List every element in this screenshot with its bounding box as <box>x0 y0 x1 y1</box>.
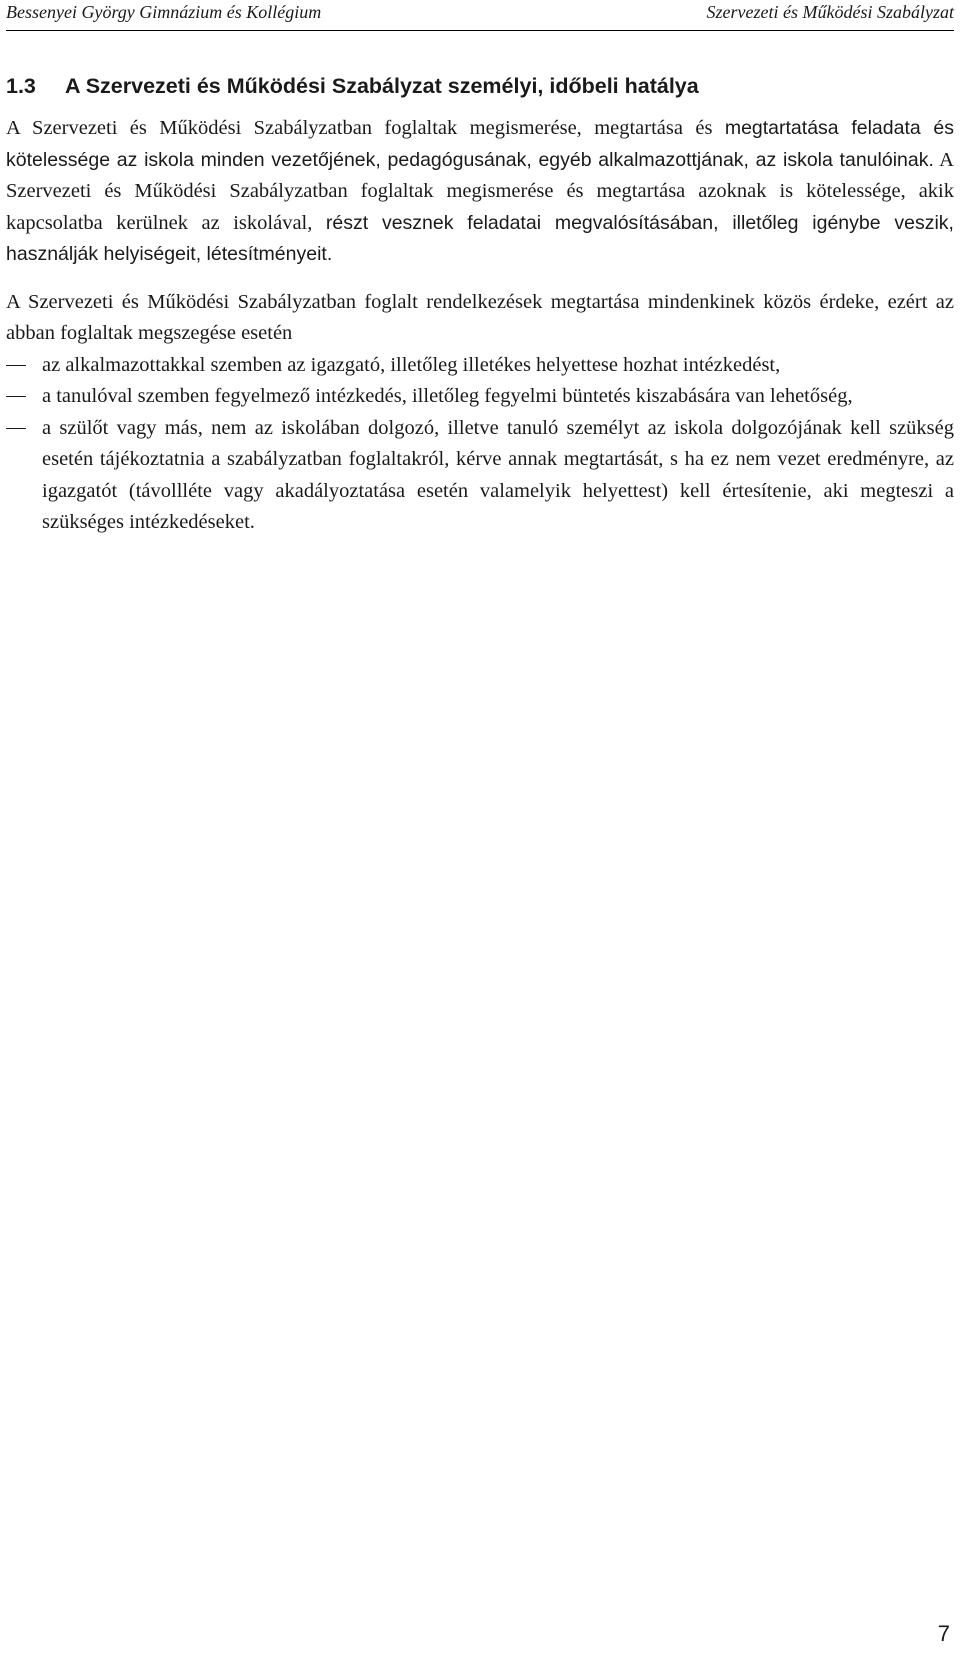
paragraph-scope-part4: részt vesznek feladatai megvalósításában, illetőleg igénybe veszik, használják helyiségeit, létesítményeit. <box>6 211 954 265</box>
document-body <box>6 72 954 539</box>
list-item <box>6 350 954 382</box>
list-item <box>6 381 954 413</box>
page-header <box>6 0 954 32</box>
consequence-list <box>6 350 954 539</box>
list-item-text: a szülőt vagy más, nem az iskolában dolgozó, illetve tanuló személyt az iskola dolgozójának kell szükség esetén tájékoztatnia a szabályzatban foglaltakról, kérve annak megtartását, s ha ez nem vezet eredményre, az igazgatót (távollléte vagy akadályoztatása esetén valamelyik helyettest) kell értesítenie, aki megteszi a szükséges intézkedéseket. <box>42 416 954 533</box>
list-item-text: a tanulóval szemben fegyelmező intézkedés, illetőleg fegyelmi büntetés kiszabására van lehetőség, <box>42 385 853 407</box>
paragraph-scope <box>6 113 954 271</box>
page-number: 7 <box>937 1621 950 1646</box>
paragraph-scope-part3: A Szervezeti és Működési Szabályzatban foglaltak megismerése és megtartása azoknak is kötelessége, akik kapcsolatba kerülnek az iskolával, <box>6 148 954 234</box>
dash-icon <box>6 428 26 429</box>
header-divider <box>6 30 954 31</box>
paragraph-scope-part2: megtartatása feladata és kötelessége az iskola minden vezetőjének, pedagógusának, egyéb alkalmazottjának, az iskola tanulóinak. <box>6 117 954 171</box>
section-title: A Szervezeti és Működési Szabályzat személyi, időbeli hatálya <box>65 74 699 98</box>
header-document-title: Szervezeti és Működési Szabályzat <box>706 2 954 22</box>
dash-icon <box>6 396 26 397</box>
section-number: 1.3 <box>6 74 36 98</box>
list-item-text: az alkalmazottakkal szemben az igazgató, illetőleg illetékes helyettese hozhat intézkedést, <box>42 353 781 376</box>
paragraph-scope-part1: A Szervezeti és Működési Szabályzatban foglaltak megismerése, megtartása és <box>6 117 725 139</box>
list-item <box>6 413 954 539</box>
section-heading <box>6 72 954 102</box>
header-school-name: Bessenyei György Gimnázium és Kollégium <box>6 2 322 22</box>
dash-icon <box>6 365 26 366</box>
paragraph-violation: A Szervezeti és Működési Szabályzatban foglalt rendelkezések megtartása mindenkinek közös érdeke, ezért az abban foglaltak megszegése esetén <box>6 290 954 344</box>
